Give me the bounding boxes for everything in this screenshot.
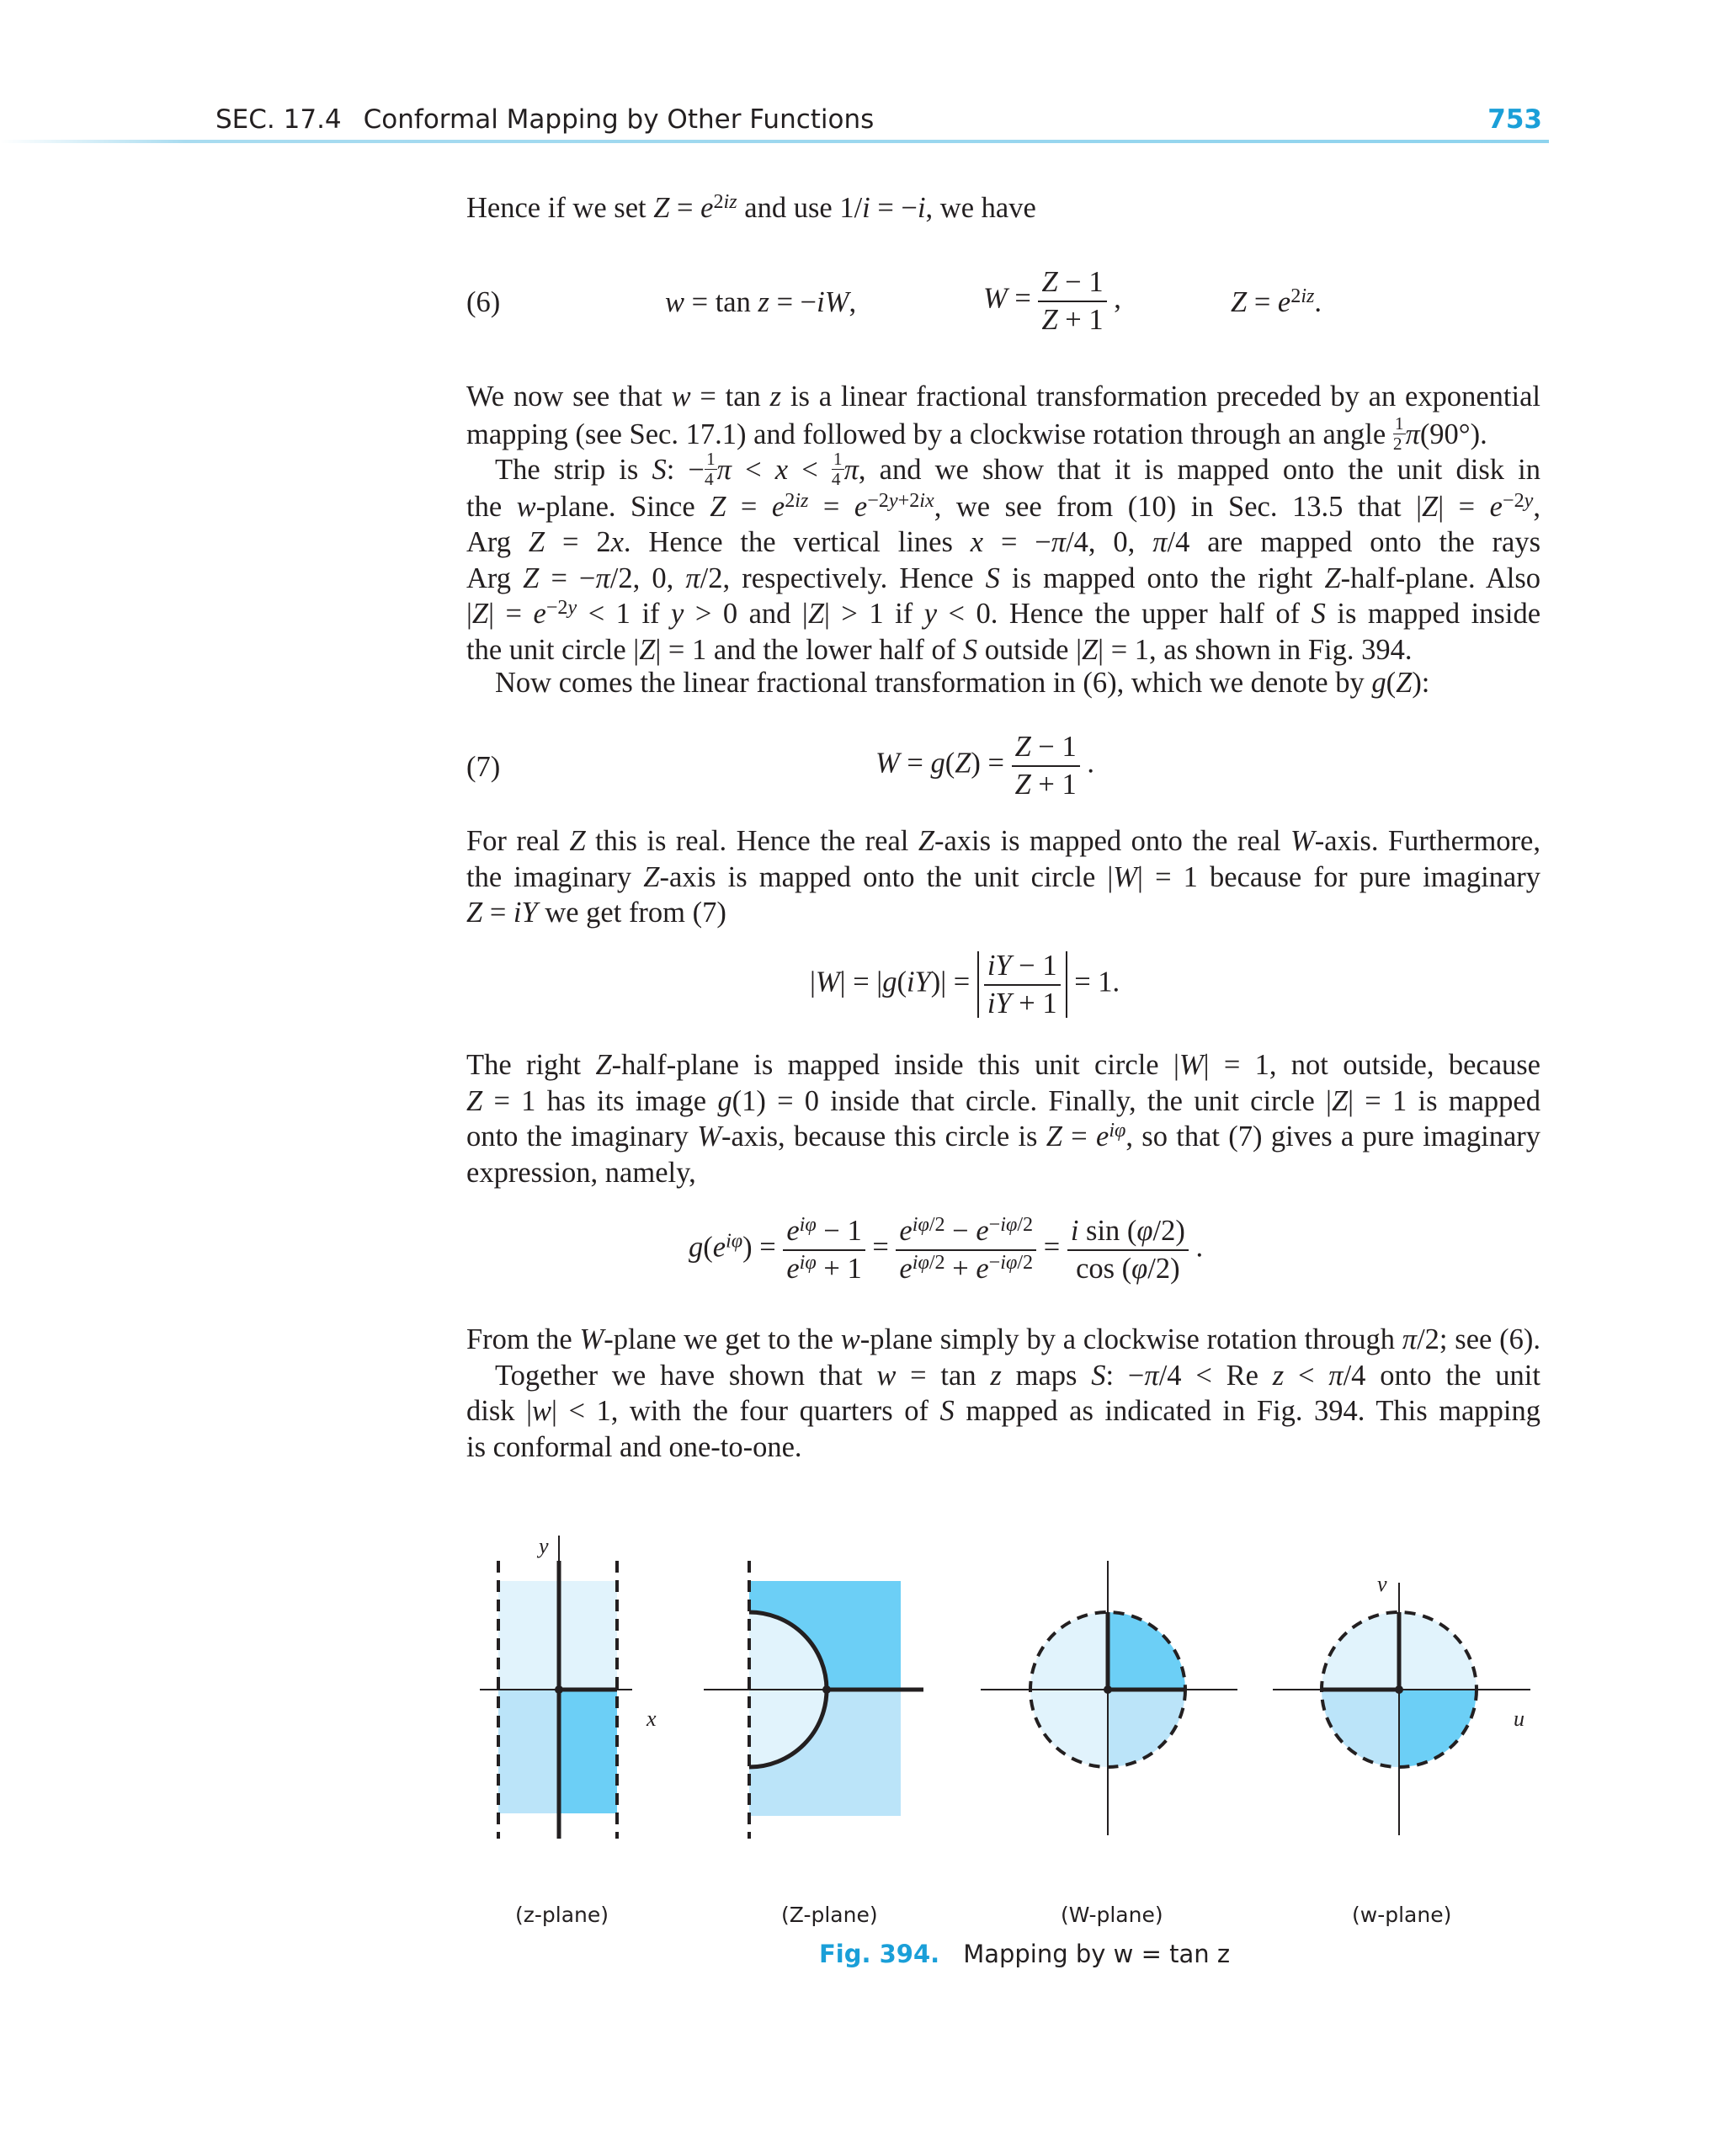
equation-7: W = g(Z) = $\frac{Z - 1}{Z + 1}$ .	[875, 731, 1095, 801]
W-origin-dot	[1104, 1685, 1112, 1694]
w-plane-caption: (w-plane)	[1352, 1903, 1452, 1927]
w-u-label: u	[1514, 1706, 1524, 1731]
equation-number-6: (6)	[466, 286, 501, 318]
body-paragraph: Now comes the linear fractional transformation in (6), which we denote by g(Z):	[495, 667, 1430, 699]
body-paragraph: The strip is S: − $\frac{1}{4}$ π < x < $\frac{1}{4}$ π, and we show that it is mapped onto the unit disk in the w-plane. Since $Z = e^{2iz} = e^{-2y+2ix}$, we see from (10) in Sec. 13.5 that $|Z| = e^{-2y}$, Arg Z = 2x. Hence the vertical lines x = −π/4, 0, π/4 are mapped onto the rays Arg Z = −π/2, 0, π/2, respectively. Hence S is mapped onto the right Z-half-plane. Also $|Z| = e^{-2y} < 1$ if y > 0 and |Z| > 1 if y < 0. Hence the upper half of S is mapped inside the unit circle |Z| = 1 and the lower half of S outside |Z| = 1, as shown in Fig. 394.	[466, 449, 1541, 666]
section-title: Conformal Mapping by Other Functions	[363, 104, 875, 135]
W-plane-caption: (W-plane)	[1061, 1903, 1163, 1927]
Z-plane-diagram	[704, 1561, 923, 1839]
body-paragraph: From the W-plane we get to the w-plane simply by a clockwise rotation through π/2; see (6). Together we have shown that w = tan z maps S: −π/4 < Re z < π/4 onto the unit disk |w| < 1, with the four quarters of S mapped as indicated in Fig. 394. This mapping is conformal and one-to-one.	[466, 1323, 1540, 1463]
equation-6-part2: W = $\frac{Z - 1}{Z + 1}$ ,	[983, 266, 1121, 336]
equation-6-part1: w = tan z = −iW,	[665, 286, 857, 318]
z-plane-caption: (z-plane)	[515, 1903, 609, 1927]
z-origin-dot	[555, 1685, 563, 1694]
section-number: SEC. 17.4	[216, 104, 342, 135]
z-lower-right-region	[559, 1690, 617, 1813]
w-plane-diagram	[1273, 1572, 1530, 1835]
equation-number-7: (7)	[466, 751, 501, 783]
z-upper-left-region	[498, 1581, 559, 1690]
equation-6-part3: $Z = e^{2iz}$.	[1231, 285, 1322, 318]
page-number: 753	[1487, 104, 1542, 135]
Z-plane-caption: (Z-plane)	[781, 1903, 878, 1927]
figure-394	[455, 1490, 1549, 1852]
w-quadrant-3	[1322, 1690, 1399, 1767]
figure-label: Fig. 394.	[819, 1940, 940, 1968]
body-paragraph: For real Z this is real. Hence the real Z-axis is mapped onto the real W-axis. Furthermore, the imaginary Z-axis is mapped onto the unit circle |W| = 1 because for pure imaginary Z = iY we get from (7)	[466, 825, 1540, 929]
Z-point-one	[822, 1685, 831, 1694]
figure-caption	[819, 1940, 1230, 1968]
W-quadrant-3	[1030, 1690, 1108, 1767]
body-paragraph: The right Z-half-plane is mapped inside this unit circle |W| = 1, not outside, because Z = 1 has its image g(1) = 0 inside that circle. Finally, the unit circle |Z| = 1 is mapped onto the imaginary W-axis, because this circle is $Z = e^{i\varphi}$, so that (7) gives a pure imaginary expression, namely,	[466, 1049, 1540, 1189]
z-lower-left-region	[498, 1690, 559, 1813]
W-plane-diagram	[981, 1561, 1237, 1835]
z-x-label: x	[646, 1706, 657, 1731]
equation-g-e-iphi: $g(e^{i\varphi})$ = $\frac{e^{i\varphi} - 1}{e^{i\varphi} + 1}$ = $\frac{e^{i\varphi/2} - e^{-i\varphi/2}}{e^{i\varphi/2} + e^{-i\varphi/2}}$ = $\frac{\text{i sin (φ/2)}}{\cos (\varphi/2)}$ .	[689, 1213, 1204, 1285]
w-v-label: v	[1377, 1572, 1387, 1596]
equation-modulus: |W| = |g(iY)| = $\frac{iY - 1}{iY + 1}$ = 1.	[810, 950, 1120, 1019]
running-header	[216, 104, 874, 135]
figure-caption-text: Mapping by w = tan z	[963, 1940, 1231, 1968]
z-upper-right-region	[559, 1581, 617, 1690]
w-origin-dot	[1395, 1685, 1403, 1694]
body-paragraph: We now see that w = tan z is a linear fractional transformation preceded by an exponential mapping (see Sec. 17.1) and followed by a clockwise rotation through an angle $\frac{1}{2}$ π(90°).	[466, 381, 1541, 454]
z-plane-diagram	[480, 1534, 657, 1839]
z-y-label: y	[539, 1534, 549, 1558]
body-paragraph: Hence if we set $Z = e^{2iz}$ and use 1/i = −i, we have	[466, 190, 1036, 224]
header-rule	[0, 140, 1549, 143]
